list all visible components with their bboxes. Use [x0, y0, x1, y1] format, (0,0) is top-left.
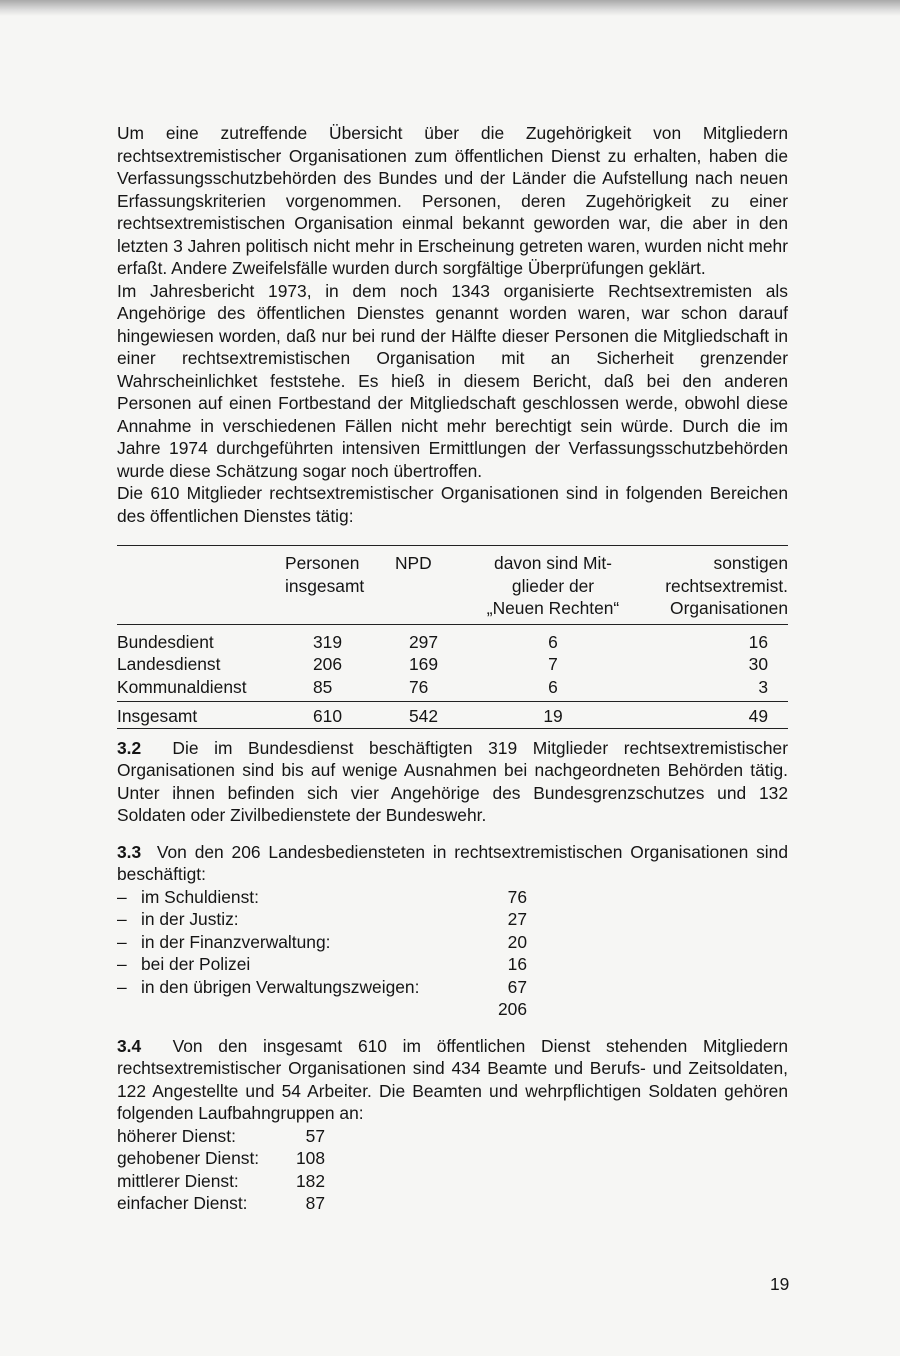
row-personen: 319 — [313, 631, 343, 652]
list-item — [117, 1192, 788, 1215]
section-3-4-number: 3.4 — [117, 1035, 142, 1056]
list-label: in der Finanzverwaltung: — [141, 931, 331, 952]
row-sonstige: 3 — [758, 676, 768, 697]
header-personen — [285, 546, 395, 620]
group-value: 57 — [305, 1125, 325, 1146]
row-npd: 76 — [409, 676, 429, 697]
header-nr-line1: davon sind Mit- — [494, 553, 612, 573]
row-personen: 85 — [313, 676, 333, 697]
total-sonstige: 49 — [637, 702, 788, 729]
page-content — [117, 122, 788, 1215]
group-label: höherer Dienst: — [117, 1125, 236, 1146]
section-3-4 — [117, 1035, 788, 1125]
table-row — [117, 676, 788, 702]
header-empty — [117, 546, 285, 620]
total-neue-rechte: 19 — [469, 702, 637, 729]
section-3-2-number: 3.2 — [117, 737, 142, 758]
list-item — [117, 1170, 788, 1193]
page-number: 19 — [770, 1274, 790, 1294]
membership-table — [117, 545, 788, 737]
list-sum-row — [117, 998, 788, 1021]
group-label: mittlerer Dienst: — [117, 1170, 239, 1191]
total-personen: 610 — [285, 702, 395, 729]
section-3-3-number: 3.3 — [117, 841, 142, 862]
header-neue-rechte — [469, 546, 637, 620]
list-value: 27 — [507, 909, 527, 929]
section-3-3-text: Von den 206 Landesbediensteten in rechtsextremistischen Organisationen sind beschäftigt: — [117, 841, 788, 884]
list-dash: – — [117, 931, 127, 952]
list-item — [117, 931, 788, 954]
header-sons-line3: Organisationen — [670, 598, 788, 618]
row-label: Landesdienst — [117, 654, 221, 674]
list-dash: – — [117, 976, 127, 997]
employment-list — [117, 886, 788, 1021]
group-value: 182 — [295, 1170, 325, 1191]
row-npd: 169 — [409, 654, 439, 674]
row-npd: 297 — [409, 631, 439, 652]
list-dash: – — [117, 886, 127, 907]
group-label: einfacher Dienst: — [117, 1193, 248, 1213]
header-sonstige — [637, 546, 788, 620]
list-label: im Schuldienst: — [141, 886, 259, 907]
list-item — [117, 976, 788, 999]
list-item — [117, 886, 788, 909]
table-row — [117, 624, 788, 653]
section-3-2 — [117, 737, 788, 827]
list-dash: – — [117, 909, 127, 929]
list-value: 20 — [507, 931, 527, 952]
list-item — [117, 1125, 788, 1148]
list-item — [117, 1147, 788, 1170]
paragraph-table-intro: Die 610 Mitglieder rechtsextremistischer Organisationen sind in folgenden Bereichen des öffentlichen Dienstes tätig: — [117, 483, 788, 526]
section-3-3 — [117, 841, 788, 886]
total-label: Insgesamt — [117, 702, 285, 729]
group-label: gehobener Dienst: — [117, 1148, 260, 1168]
header-nr-line2: glieder der — [511, 575, 595, 596]
table-end-rule — [117, 728, 788, 737]
list-dash: – — [117, 954, 127, 974]
list-sum: 206 — [497, 999, 527, 1019]
table-total-row — [117, 702, 788, 729]
list-item — [117, 908, 788, 931]
total-npd: 542 — [395, 702, 469, 729]
row-label: Kommunaldienst — [117, 676, 247, 697]
row-neue-rechte: 6 — [548, 676, 558, 697]
group-value: 87 — [305, 1193, 325, 1213]
header-personen-line1: Personen — [285, 553, 360, 573]
list-value: 16 — [507, 954, 527, 974]
row-sonstige: 16 — [748, 631, 768, 652]
list-value: 67 — [507, 976, 527, 997]
row-neue-rechte: 6 — [548, 631, 558, 652]
header-npd — [395, 546, 469, 620]
section-3-4-text: Von den insgesamt 610 im öffentlichen Dienst stehenden Mitgliedern rechtsextremistischer Organisationen sind 434 Beamte und Berufs- und Zeitsoldaten, 122 Angestellte und 54 Arbeiter. Die Beamten und wehrpflichtigen Soldaten gehören folgenden Laufbahngruppen an: — [117, 1035, 789, 1123]
header-sons-line1: sonstigen — [713, 553, 788, 573]
table-row — [117, 653, 788, 676]
header-personen-line2: insgesamt — [285, 575, 365, 596]
scan-edge-shadow — [0, 0, 900, 16]
header-npd-label: NPD — [395, 553, 432, 573]
list-value: 76 — [507, 886, 527, 907]
row-sonstige: 30 — [748, 654, 768, 674]
career-group-list — [117, 1125, 788, 1215]
row-label: Bundesdient — [117, 631, 214, 652]
list-item — [117, 953, 788, 976]
section-3-2-text: Die im Bundesdienst beschäftigten 319 Mitglieder rechtsextremistischer Organisationen sind bis auf wenige Ausnahmen bei nachgeordneten Behörden tätig. Unter ihnen befinden sich vier Angehörige des Bundesgrenzschutzes und 132 Soldaten oder Zivilbedienstete der Bundeswehr. — [117, 737, 788, 825]
group-value: 108 — [295, 1148, 325, 1168]
paragraph-intro: Um eine zutreffende Übersicht über die Zugehörigkeit von Mitgliedern rechtsextremistischer Organisationen zum öffentlichen Dienst zu erhalten, haben die Verfassungsschutzbehörden des Bundes und der Länder die Aufstellung nach neuen Erfassungskriterien vorgenommen. Personen, deren Zugehörigkeit zu einer rechtsextremistischen Organisation einmal bekannt geworden war, die aber in den letzten 3 Jahren politisch nicht mehr in Erscheinung getreten waren, wurden nicht mehr erfaßt. Andere Zweifelsfälle wurden durch sorgfältige Überprüfungen geklärt. — [117, 123, 788, 278]
table-header-row — [117, 546, 788, 620]
list-label: in der Justiz: — [141, 909, 239, 929]
list-label: in den übrigen Verwaltungszweigen: — [141, 976, 420, 997]
header-sons-line2: rechtsextremist. — [665, 575, 788, 596]
paragraph-jahresbericht: Im Jahresbericht 1973, in dem noch 1343 organisierte Rechtsextremisten als Angehörige des öffentlichen Dienstes genannt worden waren, war schon darauf hingewiesen worden, daß nur bei rund der Hälfte dieser Personen die Mitgliedschaft in einer rechtsextremistischen Organisation mit an Sicherheit grenzender Wahrscheinlichket feststehe. Es hieß in diesem Bericht, daß bei den anderen Personen auf einen Fortbestand der Mitgliedschaft geschlossen werde, obwohl diese Annahme in verschiedenen Fällen nicht mehr berechtigt sein würde. Durch die im Jahre 1974 durchgeführten intensiven Ermittlungen der Verfassungsschutzbehörden wurde diese Schätzung sogar noch übertroffen. — [117, 280, 788, 481]
header-nr-line3: „Neuen Rechten“ — [486, 598, 620, 618]
row-personen: 206 — [313, 654, 343, 674]
row-neue-rechte: 7 — [548, 654, 558, 674]
list-label: bei der Polizei — [141, 954, 251, 974]
